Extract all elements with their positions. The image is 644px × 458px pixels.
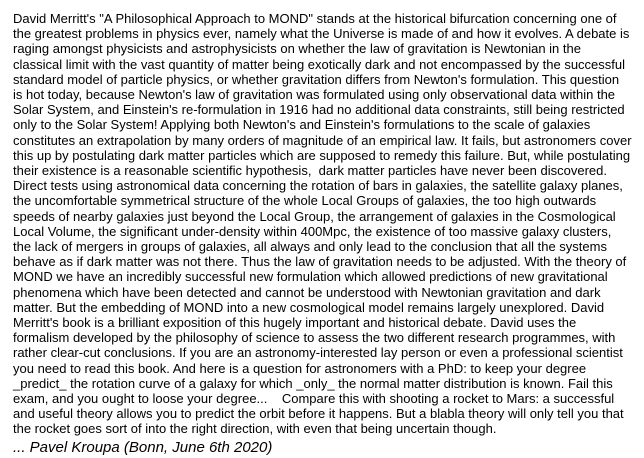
text-line: rather clear-cut conclusions. If you are an astronomy-interested lay person or even a professional scientist xyxy=(13,345,623,361)
text-line: Local Volume, the significant under-density within 400Mpc, the existence of too massive galaxy clusters, xyxy=(13,223,612,239)
text-line: the rocket goes sort of into the right direction, with even that being uncertain though. xyxy=(13,421,497,437)
text-line: this up by postulating dark matter particles which are supposed to remedy this failure. But, while postulating xyxy=(13,147,631,163)
text-line: behave as if dark matter was not there. Thus the law of gravitation needs to be adjusted. With the theory of xyxy=(13,254,627,270)
text-line: Solar System, and Einstein's re-formulation in 1916 had no additional data constraints, still being restricted xyxy=(13,102,625,118)
signature-line: ... Pavel Kroupa (Bonn, June 6th 2020) xyxy=(13,438,273,456)
text-line: David Merritt's "A Philosophical Approach to MOND" stands at the historical bifurcation concerning one of xyxy=(13,11,617,26)
text-line: Merritt's book is a brilliant exposition of this hugely important and historical debate. David uses the xyxy=(13,315,577,331)
text-line: constitutes an extrapolation by many orders of magnitude of an empirical law. It fails, but astronomers cover xyxy=(13,132,632,148)
text-line: is hot today, because Newton's law of gravitation was formulated using only observational data within the xyxy=(13,87,616,103)
text-line: classical limit with the vast quantity of matter being exotically dark and not encompassed by the successful xyxy=(13,56,626,72)
text-line: raging amongst physicists and astrophysicists on whether the law of gravitation is Newtonian in the xyxy=(13,41,581,57)
text-line: speeds of nearby galaxies just beyond the Local Group, the arrangement of galaxies in the Cosmological xyxy=(13,208,616,224)
text-line: standard model of particle physics, or whether gravitation differs from Newton's formulation. This question xyxy=(13,71,620,87)
text-line: matter. But the embedding of MOND into a new cosmological model remains largely unexplored. David xyxy=(13,299,605,315)
text-line: only to the Solar System! Applying both Newton's and Einstein's formulations to the scale of galaxies xyxy=(13,117,591,133)
text-line: their existence is a reasonable scientific hypothesis, dark matter particles have never been discovered. xyxy=(13,163,607,179)
text-line: phenomena which have been detected and cannot be understood with Newtonian gravitation and dark xyxy=(13,284,601,300)
text-line: the greatest problems in physics ever, namely what the Universe is made of and how it evolves. A debate is xyxy=(13,26,630,42)
text-line: MOND we have an incredibly successful new formulation which allowed predictions of new gravitational xyxy=(13,269,608,285)
text-line: exam, and you ought to loose your degree... Compare this with shooting a rocket to Mars: a successful xyxy=(13,391,615,407)
text-line: Direct tests using astronomical data concerning the rotation of bars in galaxies, the satellite galaxy planes, xyxy=(13,178,623,194)
text-line: the lack of mergers in groups of galaxies, all always and only lead to the conclusion that all the systems xyxy=(13,239,607,255)
text-line: the uncomfortable symmetrical structure of the whole Local Groups of galaxies, the too high outwards xyxy=(13,193,597,209)
text-line: formalism developed by the philosophy of science to assess the two different research programmes, with xyxy=(13,330,616,346)
text-line: _predict_ the rotation curve of a galaxy for which _only_ the normal matter distribution is known. Fail this xyxy=(13,375,613,391)
text-line: and useful theory allows you to predict the orbit before it happens. But a blabla theory will only tell you that xyxy=(13,406,624,422)
text-line: you need to read this book. And here is a question for astronomers with a PhD: to keep your degree xyxy=(13,360,587,376)
